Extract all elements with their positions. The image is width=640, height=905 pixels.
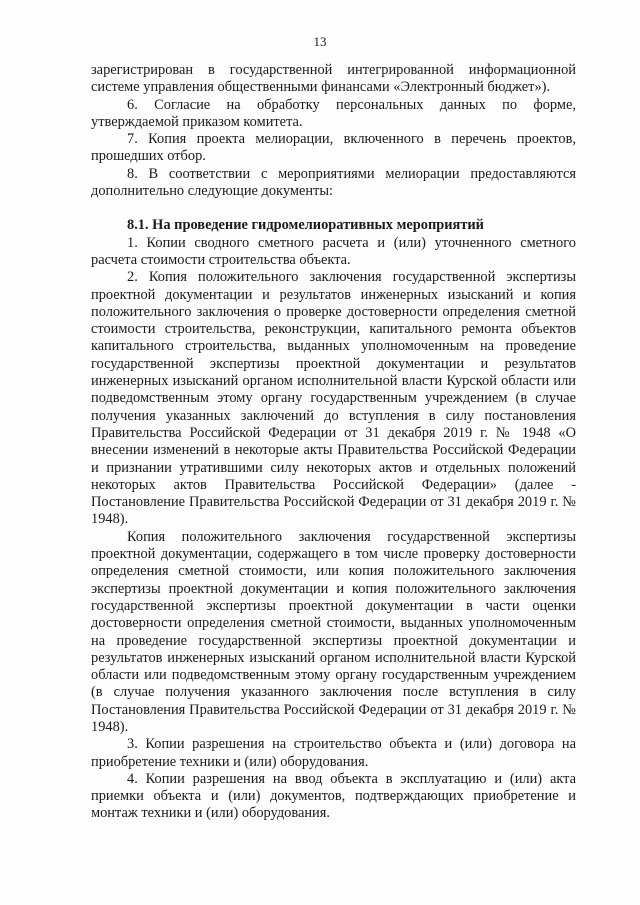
paragraph-subitem-4: 4. Копии разрешения на ввод объекта в эксплуатацию и (или) акта приемки объекта и (или) документов, подтверждающих приобретение и монтаж техники и (или) оборудования. <box>91 770 576 822</box>
paragraph-continuation: зарегистрирован в государственной интегрированной информационной системе управления общественными финансами «Электронный бюджет»). <box>91 62 576 96</box>
paragraph-item-7: 7. Копия проекта мелиорации, включенного в перечень проектов, прошедших отбор. <box>91 131 576 165</box>
paragraph-item-8: 8. В соответствии с мероприятиями мелиорации предоставляются дополнительно следующие документы: <box>91 165 576 200</box>
paragraph-item-6: 6. Согласие на обработку персональных данных по форме, утверждаемой приказом комитета. <box>91 96 576 130</box>
paragraph-subitem-3: 3. Копии разрешения на строительство объекта и (или) договора на приобретение техники и (или) оборудования. <box>91 736 576 770</box>
paragraph-subitem-1: 1. Копии сводного сметного расчета и (или) уточненного сметного расчета стоимости строительства объекта. <box>91 234 576 268</box>
paragraph-subitem-2-continued: Копия положительного заключения государственной экспертизы проектной документации, содержащего в том числе проверку достоверности определения сметной стоимости, или копия положительного заключения экспертизы проектной документации и копия положительного заключения государственной экспертизы проектной документации в части оценки достоверности определения сметной стоимости, выданных уполномоченным на проведение государственной экспертизы проектной документации и результатов инженерных изысканий органом исполнительной власти Курской области или подведомственным этому органу государственным учреждением (в случае получения указанного заключения после вступления в силу Постановления Правительства Российской Федерации от 31 декабря 2019 г. № 1948). <box>91 528 576 735</box>
section-heading-8-1: 8.1. На проведение гидромелиоративных мероприятий <box>127 217 484 234</box>
document-body <box>91 62 576 823</box>
paragraph-subitem-2: 2. Копия положительного заключения государственной экспертизы проектной документации и результатов инженерных изысканий и копия положительного заключения о проверке достоверности определения сметной стоимости строительства, реконструкции, капитального ремонта объектов капитального строительства, выданных уполномоченным на проведение государственной экспертизы проектной документации и результатов инженерных изысканий органом исполнительной власти Курской области или подведомственным этому органу государственным учреждением (в случае получения указанных заключений до вступления в силу постановления Правительства Российской Федерации от 31 декабря 2019 г. № 1948 «О внесении изменений в некоторые акты Правительства Российской Федерации и признании утратившими силу некоторых актов и отдельных положений некоторых актов Правительства Российской Федерации» (далее - Постановление Правительства Российской Федерации от 31 декабря 2019 г. № 1948). <box>91 269 576 528</box>
page-number: 13 <box>313 34 327 49</box>
